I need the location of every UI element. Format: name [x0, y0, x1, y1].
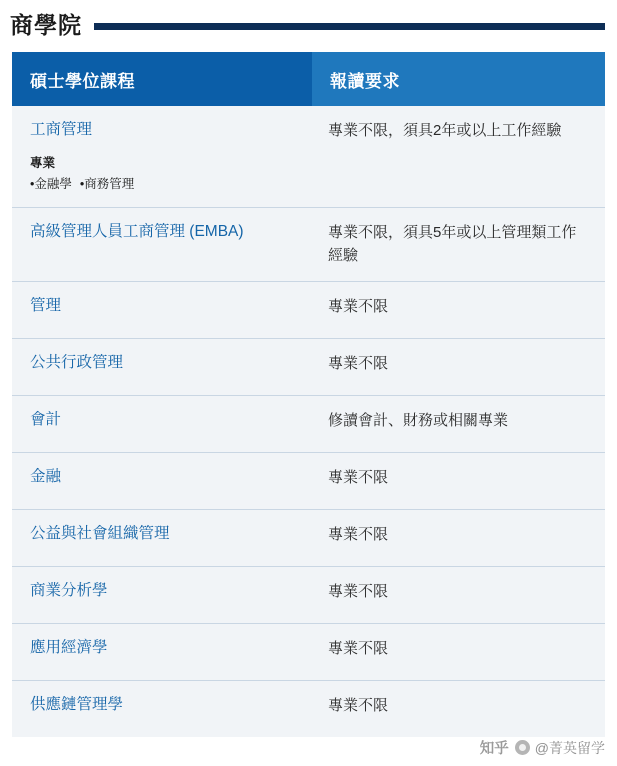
table-row [12, 208, 605, 282]
requirement-cell [312, 681, 605, 737]
requirement-text: 專業不限 [328, 355, 389, 373]
program-cell [12, 282, 312, 338]
requirement-cell [312, 208, 605, 281]
program-name[interactable]: 金融 [30, 468, 62, 486]
program-name[interactable]: 應用經濟學 [30, 639, 108, 657]
program-major-label: 專業 [30, 155, 56, 170]
requirement-text: 專業不限 [328, 526, 389, 544]
page-title-row [0, 0, 617, 40]
program-name[interactable]: 公益與社會組織管理 [30, 525, 170, 543]
watermark [480, 737, 605, 758]
program-cell [12, 681, 312, 737]
requirement-cell [312, 567, 605, 623]
requirement-text: 專業不限 [328, 298, 389, 316]
table-row [12, 282, 605, 339]
table-row [12, 510, 605, 567]
program-name[interactable]: 管理 [30, 297, 62, 315]
table-row [12, 339, 605, 396]
table-row [12, 681, 605, 737]
program-name[interactable]: 工商管理 [30, 121, 93, 138]
requirement-cell [312, 282, 605, 338]
program-major-item: •商務管理 [79, 176, 135, 191]
program-cell [12, 396, 312, 452]
table-row [12, 106, 605, 208]
program-cell [12, 510, 312, 566]
program-name[interactable]: 會計 [30, 411, 62, 429]
table-row [12, 453, 605, 510]
requirement-text: 專業不限，須具5年或以上管理類工作經驗 [328, 224, 577, 264]
requirement-cell [312, 624, 605, 680]
column-header-requirement: 報讀要求 [312, 52, 605, 106]
requirement-text: 專業不限 [328, 640, 389, 658]
watermark-account: @菁英留学 [534, 739, 605, 756]
column-header-program: 碩士學位課程 [12, 52, 312, 106]
program-cell [12, 106, 312, 207]
requirement-text: 專業不限 [328, 697, 389, 715]
requirement-cell [312, 453, 605, 509]
title-divider-bar [94, 23, 605, 30]
requirement-cell [312, 339, 605, 395]
program-name[interactable]: 公共行政管理 [30, 354, 124, 372]
requirement-text: 專業不限 [328, 583, 389, 601]
program-cell [12, 453, 312, 509]
table-header-row [12, 52, 605, 106]
table-row [12, 396, 605, 453]
avatar [515, 740, 530, 755]
program-name[interactable]: 供應鏈管理學 [30, 696, 124, 714]
program-major-list [30, 176, 296, 194]
program-cell [12, 567, 312, 623]
requirement-text: 專業不限 [328, 469, 389, 487]
program-name[interactable]: 商業分析學 [30, 582, 108, 600]
requirement-cell [312, 396, 605, 452]
requirement-cell [312, 510, 605, 566]
program-name[interactable]: 高級管理人員工商管理 (EMBA) [30, 223, 244, 241]
program-major-item: •金融學 [30, 176, 72, 191]
table-row [12, 624, 605, 681]
program-cell [12, 624, 312, 680]
programs-table [12, 52, 605, 737]
page-title: 商學院 [10, 11, 82, 38]
requirement-text: 專業不限，須具2年或以上工作經驗 [328, 122, 562, 139]
program-cell [12, 339, 312, 395]
requirement-cell [312, 106, 605, 207]
requirement-text: 修讀會計、財務或相關專業 [328, 412, 509, 430]
table-row [12, 567, 605, 624]
watermark-platform: 知乎 [479, 741, 509, 757]
program-cell [12, 208, 312, 281]
